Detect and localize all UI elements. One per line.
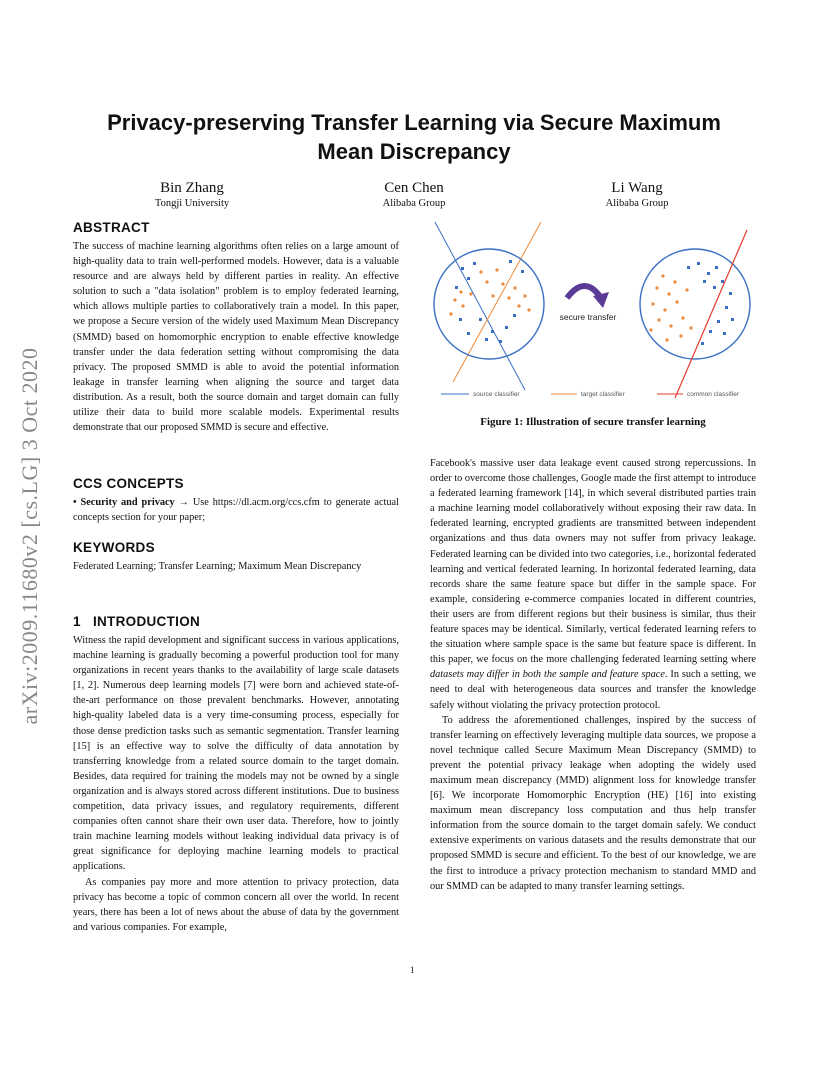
- right-p1-end: . In such a setting, we need to deal with heterogeneous data sources and transfer the knowledge safely without violating the privacy protection protocol.: [430, 669, 756, 711]
- right-paragraph-2: To address the aforementioned challenges, inspired by the success of transfer learning on effectively leveraging multiple data sources, we propose a novel technique called Secure Maximum Mean Discrepancy (SMMD) to prevent the potential privacy leakage when adopting the widely used maximum mean discrepancy (MMD) alignment loss for knowledge transfer [6]. We incorporate Homomorphic Encryption (HE) [16] into existing maximum mean discrepancy loss computation and thus help transfer information from the source domain to the target domain safely. We conduct extensive experiments on various datasets and the results demonstrate that our proposed SMMD is secure and efficient. To the best of our knowledge, we are the first to introduce a privacy protection mechanism to standard MMD and our SMMD can be adapted to many transfer learning settings.: [430, 714, 756, 892]
- intro-paragraph-1: Witness the rapid development and significant success in various applications, machine learning is gradually becoming a powerful production tool for many organizations in recent years thanks to the availability of large scale datasets [1, 2]. Numerous deep learning models [7] were born and achieved state-of-the-art performance on those prevalent benchmarks. However, annotating high-quality labeled data is a very time-consuming process, especially for those dense prediction tasks such as semantic segmentation. Transfer learning [15] is an effective way to solve the difficulty of data annotation by transferring knowledge from a related source domain to the target domain. Besides, data required for training the models may not be owned by a single organization and is always stored across different institutions. Due to business competition, data privacy issues, and regulatory requirements, different companies often cannot share their own user data. Therefore, how to jointly train machine learning models without leaking individual data privacy is of great significance for deploying machine learning models to practical applications.: [73, 635, 399, 873]
- author-2: [314, 179, 514, 211]
- abstract-heading: ABSTRACT: [73, 220, 150, 235]
- intro-text: [73, 633, 399, 935]
- author-3: [537, 179, 737, 211]
- author-affiliation: Alibaba Group: [605, 198, 669, 209]
- arrow-label: secure transfer: [559, 312, 617, 322]
- ccs-bold: • Security and privacy: [73, 497, 175, 508]
- right-p1-italic: datasets may differ in both the sample and feature space: [430, 669, 665, 681]
- intro-heading: 1 INTRODUCTION: [73, 614, 201, 629]
- keywords-text: [73, 559, 399, 574]
- domain-circle: [434, 249, 544, 359]
- abstract-body: The success of machine learning algorithms often relies on a large amount of high-quality data to train well-performed models. However, data is a valuable resource and are always held by different parties in reality. An effective solution to such a "data isolation" problem is to employ federated learning, which allows multiple parties to collaboratively train a model. In this paper, we propose a Secure version of the widely used Maximum Mean Discrepancy (SMMD) based on homomorphic encryption to enable effective knowledge transfer under the data federation setting without compromising the data privacy. The proposed SMMD is able to avoid the potential information leakage in transfer learning when aligning the source and target data distribution. As a result, both the source domain and target domain can fully utilize their data to build more scalable models. Experimental results demonstrate that our proposed SMMD is secure and effective.: [73, 241, 399, 434]
- paper-title: [60, 108, 768, 166]
- figure-illustration: [425, 222, 781, 406]
- title-line-2: Mean Discrepancy: [317, 139, 511, 164]
- author-name: Bin Zhang: [160, 180, 224, 196]
- legend-target: target classifier: [581, 391, 625, 398]
- ccs-rest: → Use https://dl.acm.org/ccs.cfm to generate actual concepts section for your paper;: [73, 497, 399, 524]
- keywords-body: Federated Learning; Transfer Learning; Maximum Mean Discrepancy: [73, 561, 362, 572]
- source-points: [687, 262, 734, 345]
- keywords-heading: KEYWORDS: [73, 540, 155, 555]
- author-1: [92, 179, 292, 211]
- right-p1-start: Facebook's massive user data leakage event caused strong repercussions. In order to overcome those challenges, Google made the first attempt to introduce a federated learning framework [14], in which several distributed parties train a machine learning model collaboratively without exposing their raw data. In federated learning, encrypted gradients are transmitted between independent organizations and thus data owners may not suffer from privacy leakage. Federated learning can be divided into two categories, i.e., horizontal federated learning and vertical federated learning. In horizontal federated learning, data records share the same feature space but differ in the sample space. For example, considering e-commerce companies located in different countries, their users are from different regions but their business is similar, thus their feature spaces may be identical. Similarly, vertical federated learning refers to the situation where sample space is the same but feature space is different. In this paper, we focus on the more challenging federated learning setting where: [430, 458, 756, 666]
- intro-paragraph-2: As companies pay more and more attention to privacy protection, data privacy has become a topic of common concern all over the world. In recent years, there has been a lot of news about the abuse of data by the government and various companies. For example,: [73, 876, 399, 933]
- ccs-text: [73, 495, 399, 525]
- author-name: Cen Chen: [384, 180, 444, 196]
- ccs-heading: CCS CONCEPTS: [73, 476, 184, 491]
- title-line-1: Privacy-preserving Transfer Learning via Secure Maximum: [107, 110, 721, 135]
- target-points: [449, 268, 530, 315]
- right-column-text: [430, 456, 756, 894]
- target-points: [649, 274, 692, 341]
- author-affiliation: Tongji University: [154, 198, 230, 209]
- author-name: Li Wang: [611, 180, 663, 196]
- arxiv-stamp: arXiv:2009.11680v2 [cs.LG] 3 Oct 2020: [17, 347, 42, 725]
- abstract-text: [73, 239, 399, 435]
- figure-caption: Figure 1: Illustration of secure transfer learning: [480, 416, 706, 428]
- figure-legend: [441, 391, 740, 398]
- page-number: 1: [410, 965, 415, 975]
- right-domain-diagram: [640, 230, 750, 398]
- right-paragraph-1: [430, 456, 756, 713]
- left-domain-diagram: [434, 222, 544, 390]
- author-affiliation: Alibaba Group: [382, 198, 446, 209]
- common-classifier-line: [675, 230, 747, 398]
- domain-circle: [640, 249, 750, 359]
- legend-common: common classifier: [687, 391, 740, 398]
- source-classifier-line: [435, 222, 525, 390]
- legend-source: source classifier: [473, 391, 520, 398]
